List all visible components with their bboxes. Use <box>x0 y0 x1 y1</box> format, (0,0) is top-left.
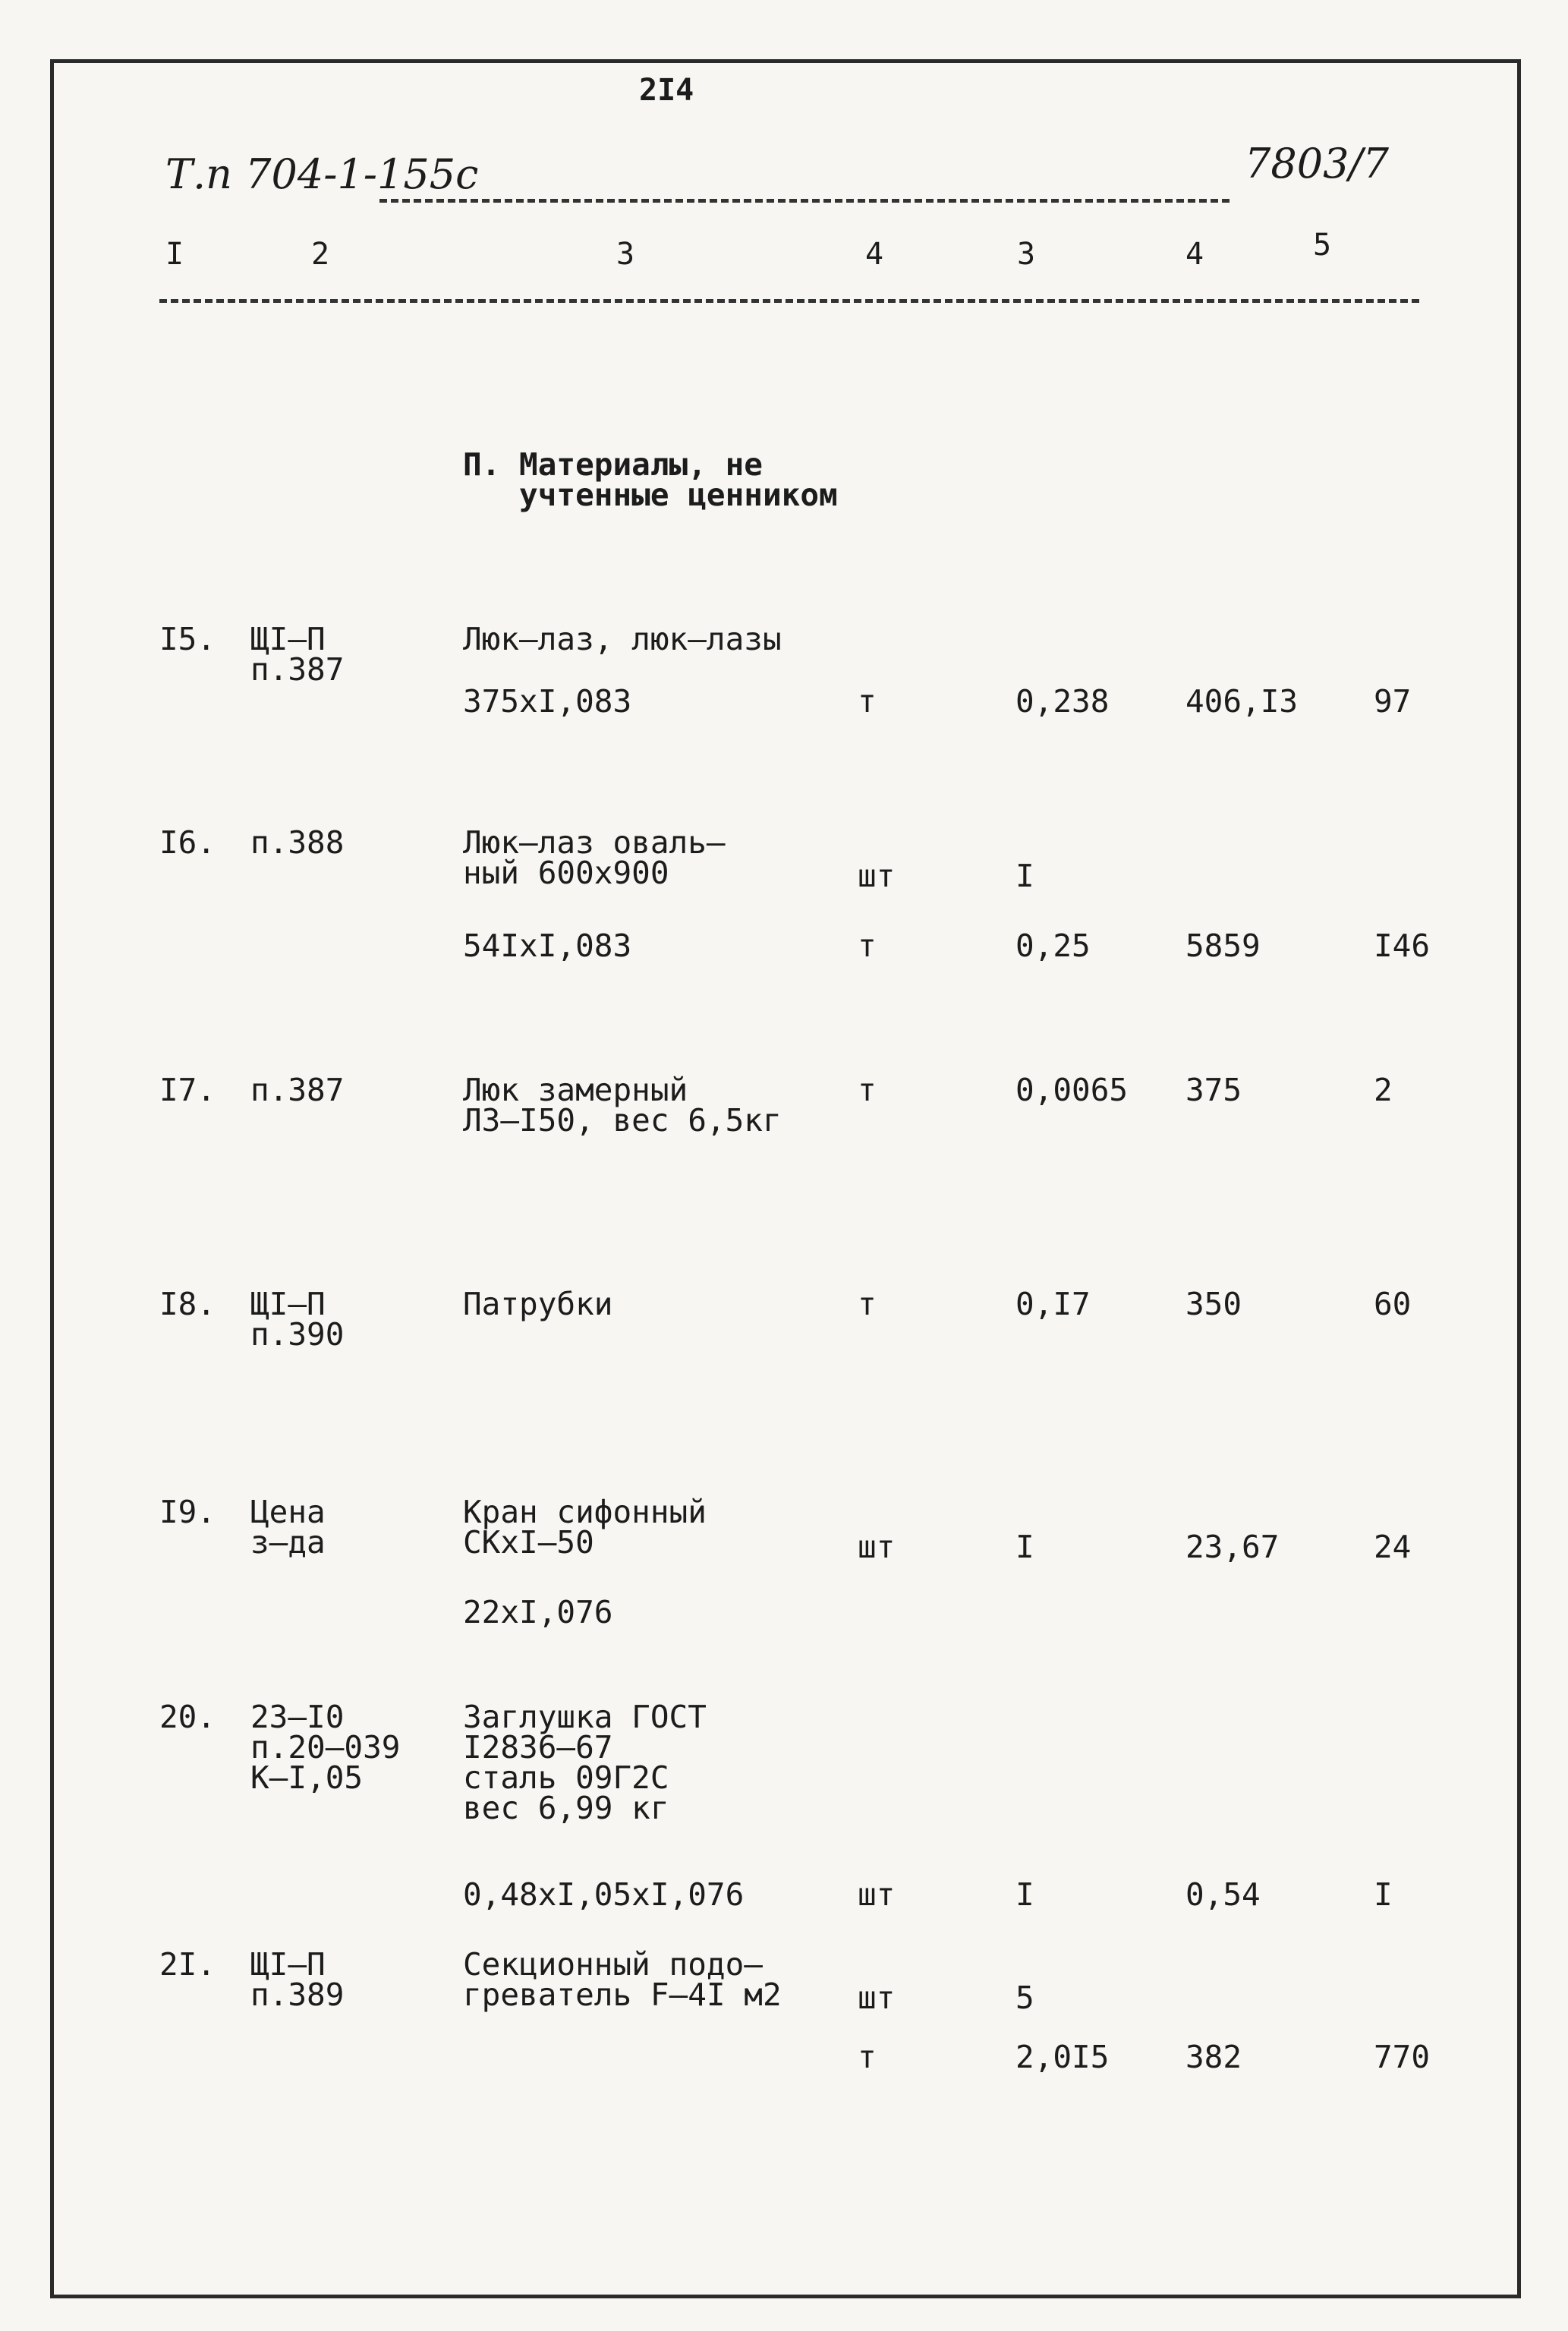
row-calculation: 54IxI,083 <box>463 928 632 964</box>
row-reference: 23–I0 п.20–039 К–I,05 <box>250 1699 401 1796</box>
row-price: 0,54 <box>1185 1876 1261 1913</box>
col-header-5: 3 <box>1017 237 1036 272</box>
row-number: I8. <box>159 1286 216 1322</box>
row-description: Секционный подо– греватель F–4I м2 <box>463 1946 782 2013</box>
row-number: I5. <box>159 621 216 657</box>
row-unit: шт <box>858 1529 896 1565</box>
row-calculation: 0,48xI,05xI,076 <box>463 1876 745 1913</box>
row-unit-secondary: шт <box>858 858 896 894</box>
section-title: П. Материалы, не учтенные ценником <box>463 446 838 513</box>
row-price: 23,67 <box>1185 1529 1280 1565</box>
col-header-7: 5 <box>1313 228 1332 263</box>
row-quantity-secondary: I <box>1015 858 1034 894</box>
row-price: 5859 <box>1185 928 1261 964</box>
row-number: 20. <box>159 1699 216 1735</box>
col-header-2: 2 <box>311 237 330 272</box>
row-quantity: I <box>1015 1876 1034 1913</box>
row-reference: Цена з–да <box>250 1494 326 1561</box>
doc-code: Т.п 704-1-155с <box>165 150 479 198</box>
row-quantity-secondary: 5 <box>1015 1980 1034 2016</box>
row-quantity: 0,I7 <box>1015 1286 1091 1322</box>
row-unit: т <box>858 1072 877 1108</box>
col-header-3: 3 <box>616 237 635 272</box>
row-number: I9. <box>159 1494 216 1530</box>
row-reference: п.387 <box>250 1072 345 1108</box>
row-unit: т <box>858 928 877 964</box>
row-total: I <box>1374 1876 1393 1913</box>
row-total: 24 <box>1374 1529 1412 1565</box>
row-number: 2I. <box>159 1946 216 1983</box>
row-total: 60 <box>1374 1286 1412 1322</box>
title-dash-line <box>379 199 1230 203</box>
row-quantity: 2,0I5 <box>1015 2039 1110 2075</box>
row-total: 2 <box>1374 1072 1393 1108</box>
row-calculation: 22xI,076 <box>463 1594 613 1630</box>
row-unit: т <box>858 683 877 720</box>
row-description: Люк–лаз, люк–лазы <box>463 621 782 657</box>
row-number: I6. <box>159 824 216 861</box>
row-total: 97 <box>1374 683 1412 720</box>
row-description: Люк замерный ЛЗ–I50, вес 6,5кг <box>463 1072 782 1139</box>
row-unit: т <box>858 1286 877 1322</box>
row-unit: т <box>858 2039 877 2075</box>
row-number: I7. <box>159 1072 216 1108</box>
row-price: 382 <box>1185 2039 1242 2075</box>
row-quantity: 0,25 <box>1015 928 1091 964</box>
row-description: Заглушка ГОСТ I2836–67 сталь 09Г2С вес 6,99 кг <box>463 1699 707 1826</box>
row-price: 375 <box>1185 1072 1242 1108</box>
row-quantity: I <box>1015 1529 1034 1565</box>
row-quantity: 0,238 <box>1015 683 1110 720</box>
header-dash-line <box>159 299 1419 303</box>
doc-ref: 7803/7 <box>1245 140 1389 187</box>
row-reference: п.388 <box>250 824 345 861</box>
row-reference: ЩI–П п.390 <box>250 1286 345 1353</box>
row-price: 350 <box>1185 1286 1242 1322</box>
row-unit: шт <box>858 1876 896 1913</box>
row-total: 770 <box>1374 2039 1431 2075</box>
row-total: I46 <box>1374 928 1431 964</box>
page-number: 2I4 <box>639 73 694 108</box>
row-quantity: 0,0065 <box>1015 1072 1129 1108</box>
col-header-6: 4 <box>1185 237 1204 272</box>
row-unit-secondary: шт <box>858 1980 896 2016</box>
row-price: 406,I3 <box>1185 683 1299 720</box>
col-header-4: 4 <box>865 237 884 272</box>
row-calculation: 375xI,083 <box>463 683 632 720</box>
row-reference: ЩI–П п.389 <box>250 1946 345 2013</box>
row-reference: ЩI–П п.387 <box>250 621 345 688</box>
row-description: Кран сифонный СКxI–50 <box>463 1494 707 1561</box>
col-header-1: I <box>165 237 184 272</box>
row-description: Люк–лаз оваль– ный 600x900 <box>463 824 726 891</box>
row-description: Патрубки <box>463 1286 613 1322</box>
